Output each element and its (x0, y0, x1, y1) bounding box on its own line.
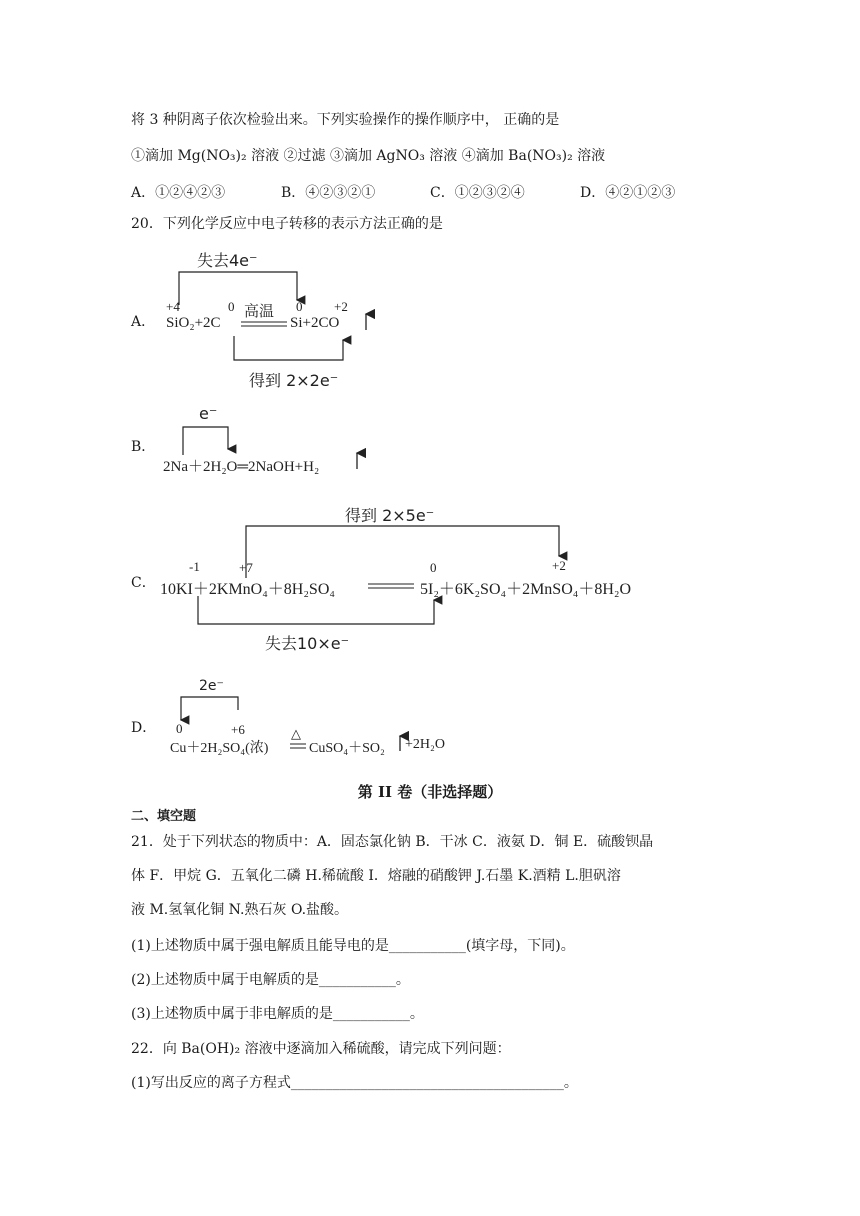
c-bottom-bracket (198, 596, 434, 624)
d-left: Cu＋2H₂SO₄(浓) (170, 741, 269, 756)
a-bottom-bracket (234, 336, 343, 360)
q19-option-d: D．④②①②③ (580, 185, 676, 201)
a-condition: 高温 (244, 302, 275, 320)
c-ox-mn2: +2 (552, 558, 566, 573)
b-equation: 2Na＋2H₂O═2NaOH+H₂ (163, 459, 320, 475)
q19-option-a: A．①②④②③ (131, 185, 226, 201)
a-left: SiO₂+2C (166, 315, 221, 331)
d-electrons: 2e⁻ (199, 678, 224, 694)
section-heading: 二、填空题 (131, 809, 197, 824)
q19-operations: ①滴加 Mg(NO₃)₂ 溶液 ②过滤 ③滴加 AgNO₃ 溶液 ④滴加 Ba(NO₃)₂ 溶液 (131, 148, 606, 164)
q21-line-1: 21．处于下列状态的物质中：A．固态氯化钠 B．干冰 C．液氨 D．铜 E．硫酸钡晶 (131, 834, 654, 850)
q22-stem: 22．向 Ba(OH)₂ 溶液中逐滴加入稀硫酸，请完成下列问题： (131, 1041, 511, 1057)
c-ox-i2: 0 (430, 560, 437, 575)
d-condition: △ (291, 726, 301, 741)
d-right: CuSO₄＋SO₂ (309, 741, 385, 756)
q20-option-b-label: B． (131, 439, 156, 455)
b-bracket (183, 427, 228, 455)
a-ox-si: +4 (166, 299, 180, 314)
q19-stem-tail: 将 3 种阴离子依次检验出来。下列实验操作的操作顺序中， 正确的是 (131, 112, 560, 128)
part-ii-title: 第 II 卷（非选择题） (357, 783, 503, 801)
d-bracket (181, 697, 238, 720)
c-ox-i: -1 (189, 559, 200, 574)
d-tail: +2H₂O (405, 737, 445, 752)
q22-sub-1: (1)写出反应的离子方程式_______________________________________。 (131, 1075, 578, 1091)
q21-sub-2: (2)上述物质中属于电解质的是___________。 (131, 972, 410, 988)
a-lose-electrons: 失去4e⁻ (197, 251, 258, 270)
a-gain-electrons: 得到 2×2e⁻ (249, 371, 339, 390)
q19-option-b: B．④②③②① (281, 185, 376, 201)
q20-option-d-label: D． (131, 720, 157, 736)
b-electron: e⁻ (199, 404, 218, 423)
a-right: Si+2CO (290, 315, 340, 331)
a-ox-c: 0 (228, 299, 235, 314)
q21-sub-3: (3)上述物质中属于非电解质的是___________。 (131, 1006, 424, 1022)
q21-line-3: 液 M.氢氧化铜 N.熟石灰 O.盐酸。 (131, 902, 349, 918)
q21-line-2: 体 F．甲烷 G．五氧化二磷 H.稀硫酸 I．熔融的硝酸钾 J.石墨 K.酒精 L.胆矾溶 (131, 868, 621, 884)
a-top-bracket (179, 272, 297, 305)
q20-option-a-label: A． (131, 314, 156, 330)
d-ox-s: +6 (231, 722, 245, 737)
c-left: 10KI＋2KMnO₄＋8H₂SO₄ (160, 581, 335, 598)
q20-option-c-label: C． (131, 575, 156, 591)
d-ox-cu: 0 (176, 721, 183, 736)
c-right: 5I₂＋6K₂SO₄＋2MnSO₄＋8H₂O (420, 581, 632, 598)
a-ox-co: +2 (334, 299, 348, 314)
c-top-bracket (246, 526, 559, 578)
q21-sub-1: (1)上述物质中属于强电解质且能导电的是___________(填字母，下同)。 (131, 938, 575, 954)
a-ox-si2: 0 (296, 299, 303, 314)
c-ox-mn: +7 (239, 560, 253, 575)
q19-option-c: C．①②③②④ (430, 185, 525, 201)
c-lose-electrons: 失去10×e⁻ (265, 634, 350, 653)
q20-stem: 20．下列化学反应中电子转移的表示方法正确的是 (131, 216, 443, 232)
c-gain-electrons: 得到 2×5e⁻ (345, 506, 435, 525)
